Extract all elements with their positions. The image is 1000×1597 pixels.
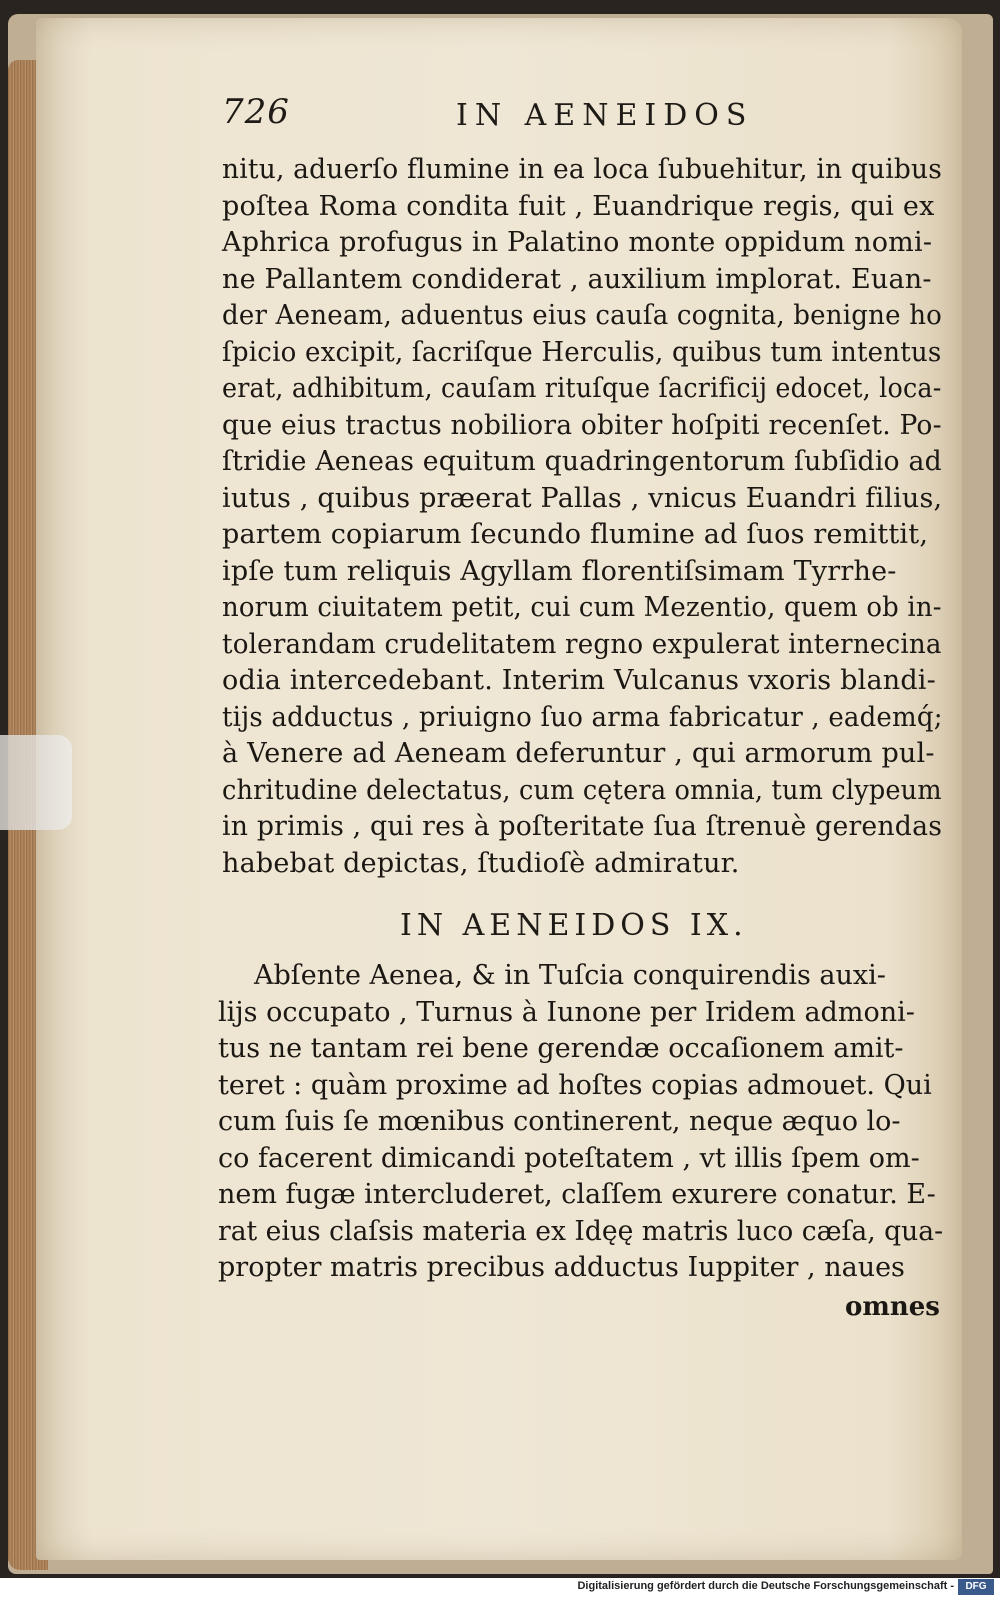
text-line: in primis , qui res à poſteritate ſua ſtrenuè gerendas bbox=[222, 811, 943, 842]
text-line: chritudine delectatus, cum cętera omnia, tum clypeum bbox=[222, 774, 942, 806]
text-line: odia intercedebant. Interim Vulcanus vxoris blandi- bbox=[222, 665, 936, 696]
catchword: omnes bbox=[845, 1292, 940, 1322]
text-line: rat eius claſsis materia ex Idęę matris luco cæſa, qua- bbox=[218, 1215, 944, 1247]
body-text bbox=[222, 152, 942, 882]
text-line: que eius tractus nobiliora obiter hoſpiti recenſet. Po- bbox=[222, 409, 942, 441]
text-line: tijs adductus , priuigno ſuo arma fabricatur , eademq́; bbox=[222, 701, 943, 733]
text-line: norum ciuitatem petit, cui cum Mezentio, quem ob in- bbox=[222, 592, 942, 623]
digitization-footer bbox=[0, 1578, 1000, 1597]
text-line: partem copiarum ſecundo flumine ad ſuos remittit, bbox=[222, 519, 929, 550]
text-line: ſtridie Aeneas equitum quadringentorum ſubſidio ad bbox=[222, 446, 942, 477]
text-line: nitu, aduerſo flumine in ea loca ſubuehitur, in quibus bbox=[222, 154, 943, 185]
text-line: co facerent dimicandi poteſtatem , vt illis ſpem om- bbox=[218, 1142, 920, 1174]
text-line: Aphrica profugus in Palatino monte oppidum nomi- bbox=[222, 227, 933, 258]
text-line: Abſente Aenea, & in Tuſcia conquirendis auxi- bbox=[254, 960, 886, 991]
text-line: lijs occupato , Turnus à Iunone per Iridem admoni- bbox=[218, 996, 915, 1028]
page-number: 726 bbox=[222, 92, 290, 132]
dfg-logo: DFG bbox=[958, 1579, 994, 1595]
running-title: IN AENEIDOS bbox=[456, 98, 754, 133]
text-line: teret : quàm proxime ad hoſtes copias admouet. Qui bbox=[218, 1069, 932, 1101]
running-head bbox=[222, 92, 942, 142]
text-line: poſtea Roma condita fuit , Euandrique regis, qui ex bbox=[222, 190, 935, 222]
text-line: propter matris precibus adductus Iuppiter , naues bbox=[218, 1252, 905, 1283]
text-line: ne Pallantem condiderat , auxilium implorat. Euan- bbox=[222, 263, 932, 295]
page-clip bbox=[0, 735, 72, 830]
funding-credit: Digitalisierung gefördert durch die Deutsche Forschungsgemeinschaft - bbox=[577, 1580, 954, 1592]
text-line: cum ſuis ſe mœnibus continerent, neque æquo lo- bbox=[218, 1106, 901, 1137]
text-line: tus ne tantam rei bene gerendæ occaſionem amit- bbox=[218, 1033, 904, 1064]
text-line: erat, adhibitum, cauſam rituſque ſacrificij edocet, loca- bbox=[222, 373, 942, 404]
text-line: ſpicio excipit, ſacriſque Herculis, quibus tum intentus bbox=[222, 336, 942, 368]
text-line: iutus , quibus præerat Pallas , vnicus Euandri filius, bbox=[222, 482, 943, 514]
text-line: nem fugæ intercluderet, claſſem exurere conatur. E- bbox=[218, 1179, 936, 1210]
text-line: à Venere ad Aeneam deferuntur , qui armorum pul- bbox=[222, 738, 935, 769]
section-heading: IN AENEIDOS IX. bbox=[400, 908, 748, 943]
text-line: habebat depictas, ſtudioſè admiratur. bbox=[222, 847, 740, 879]
section-text bbox=[218, 958, 943, 1287]
text-line: tolerandam crudelitatem regno expulerat internecina bbox=[222, 628, 942, 660]
text-line: ipſe tum reliquis Agyllam florentiſsimam Tyrrhe- bbox=[222, 555, 897, 587]
text-line: der Aeneam, aduentus eius cauſa cognita, benigne ho bbox=[222, 300, 943, 331]
